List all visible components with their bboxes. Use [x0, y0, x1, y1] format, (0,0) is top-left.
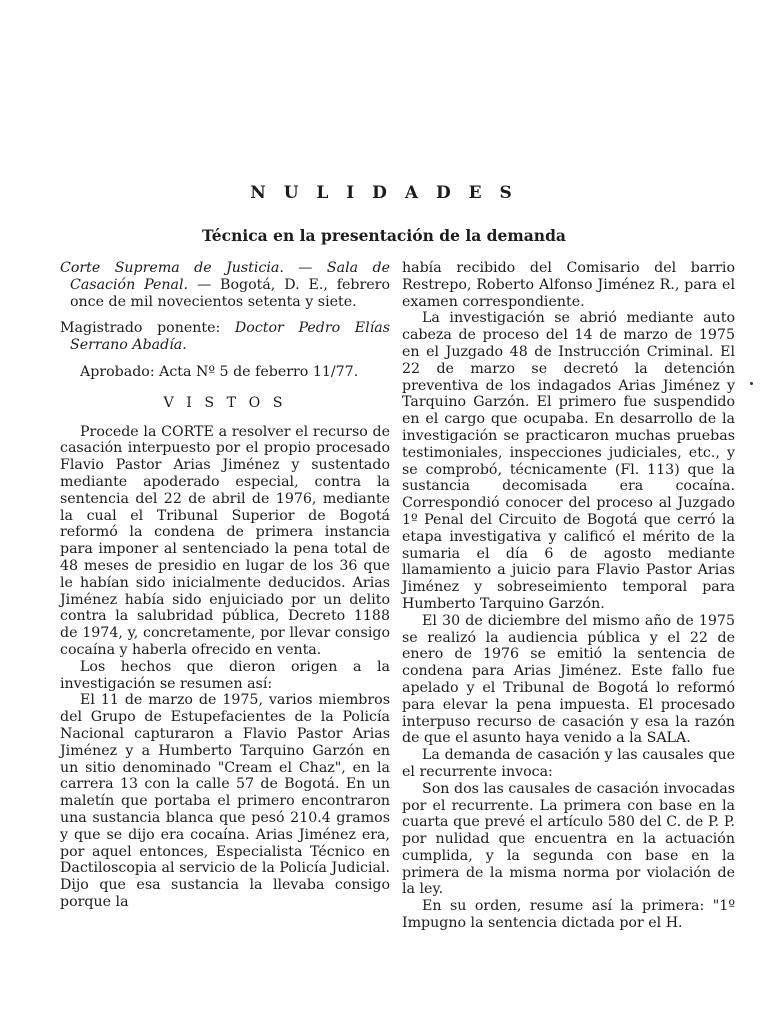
- magistrado-line: [60, 320, 390, 354]
- section-subtitle: Técnica en la presentación de la demanda: [202, 226, 566, 245]
- aprobado-line: Aprobado: Acta Nº 5 de feberro 11/77.: [80, 363, 359, 380]
- magistrado-name: Doctor Pedro Elías Serrano Abadía.: [70, 320, 390, 354]
- paragraph: había recibido del Comisario del barrio Restrepo, Roberto Alfonso Jiménez R., para el examen correspondiente.: [402, 260, 735, 310]
- section-title: N U L I D A D E S: [250, 183, 518, 203]
- paragraph: Procede la CORTE a resolver el recurso de casación interpuesto por el propio procesado Flavio Pastor Arias Jiménez y sustentado mediante apoderado especial, contra la sentencia del 22 de abril de 1976, mediante la cual el Tribunal Superior de Bogotá reformó la condena de primera instancia para imponer al sentenciado la pena total de 48 meses de presidio en lugar de los 36 que le habían sido inicialmente deducidos. Arias Jiménez había sido enjuiciado por un delito contra la salubridad pública, Decreto 1188 de 1974, y, concretamente, por llevar consigo cocaína y haberla ofrecido en venta.: [60, 423, 390, 658]
- court-name: Corte Suprema de Justicia. — Sala de Casación Penal.: [60, 260, 390, 293]
- right-column: [402, 260, 735, 932]
- scan-speck: [750, 382, 753, 385]
- court-line: [60, 260, 390, 310]
- paragraph: El 30 de diciembre del mismo año de 1975 se realizó la audiencia pública y el 22 de enero de 1976 se emitió la sentencia de condena para Arias Jiménez. Este fallo fue apelado y el Tribunal de Bogotá lo reformó para elevar la pena impuesta. El procesado interpuso recurso de casación y esa la razón de que el asunto haya venido a la SALA.: [402, 612, 735, 747]
- paragraph: La demanda de casación y las causales que el recurrente invoca:: [402, 747, 735, 780]
- paragraph: Son dos las causales de casación invocadas por el recurrente. La primera con base en la cuarta que prevé el artículo 580 del C. de P. P. por nulidad que encuentra en la actuación cumplida, y la segunda con base en la primera de la misma norma por violación de la ley.: [402, 780, 735, 898]
- vistos-heading: V I S T O S: [163, 394, 287, 411]
- paragraph: El 11 de marzo de 1975, varios miembros del Grupo de Estupefacientes de la Policía Nacional capturaron a Flavio Pastor Arias Jiménez y a Humberto Tarquino Garzón en un sitio denominado "Cream el Chaz", en la carrera 13 con la calle 57 de Bogotá. En un maletín que portaba el primero encontraron una sustancia blanca que pesó 210.4 gramos y que se dijo era cocaína. Arias Jiménez era, por aquel entonces, Especialista Técnico en Dactiloscopia al servicio de la Policía Judicial. Dijo que esa sustancia la llevaba consigo porque la: [60, 692, 390, 910]
- court-date: — Bogotá, D. E., febrero once de mil novecientos setenta y siete.: [70, 276, 390, 310]
- left-column: [60, 260, 390, 911]
- paragraph: Los hechos que dieron origen a la investigación se resumen así:: [60, 658, 390, 692]
- magistrado-label: Magistrado ponente:: [60, 320, 235, 337]
- paragraph: La investigación se abrió mediante auto cabeza de proceso del 14 de marzo de 1975 en el Juzgado 48 de Instrucción Criminal. El 22 de marzo se decretó la detención preventiva de los indagados Arias Jiménez y Tarquino Garzón. El primero fue suspendido en el cargo que ocupaba. En desarrollo de la investigación se practicaron muchas pruebas testimoniales, inspecciones judiciales, etc., y se comprobó, técnicamente (Fl. 113) que la sustancia decomisada era cocaína. Correspondió conocer del proceso al Juzgado 1º Penal del Circuito de Bogotá que cerró la etapa investigativa y calificó el mérito de la sumaria el día 6 de agosto mediante llamamiento a juicio para Flavio Pastor Arias Jiménez y sobreseimiento temporal para Humberto Tarquino Garzón.: [402, 310, 735, 612]
- paragraph: En su orden, resume así la primera: "1º Impugno la sentencia dictada por el H.: [402, 898, 735, 932]
